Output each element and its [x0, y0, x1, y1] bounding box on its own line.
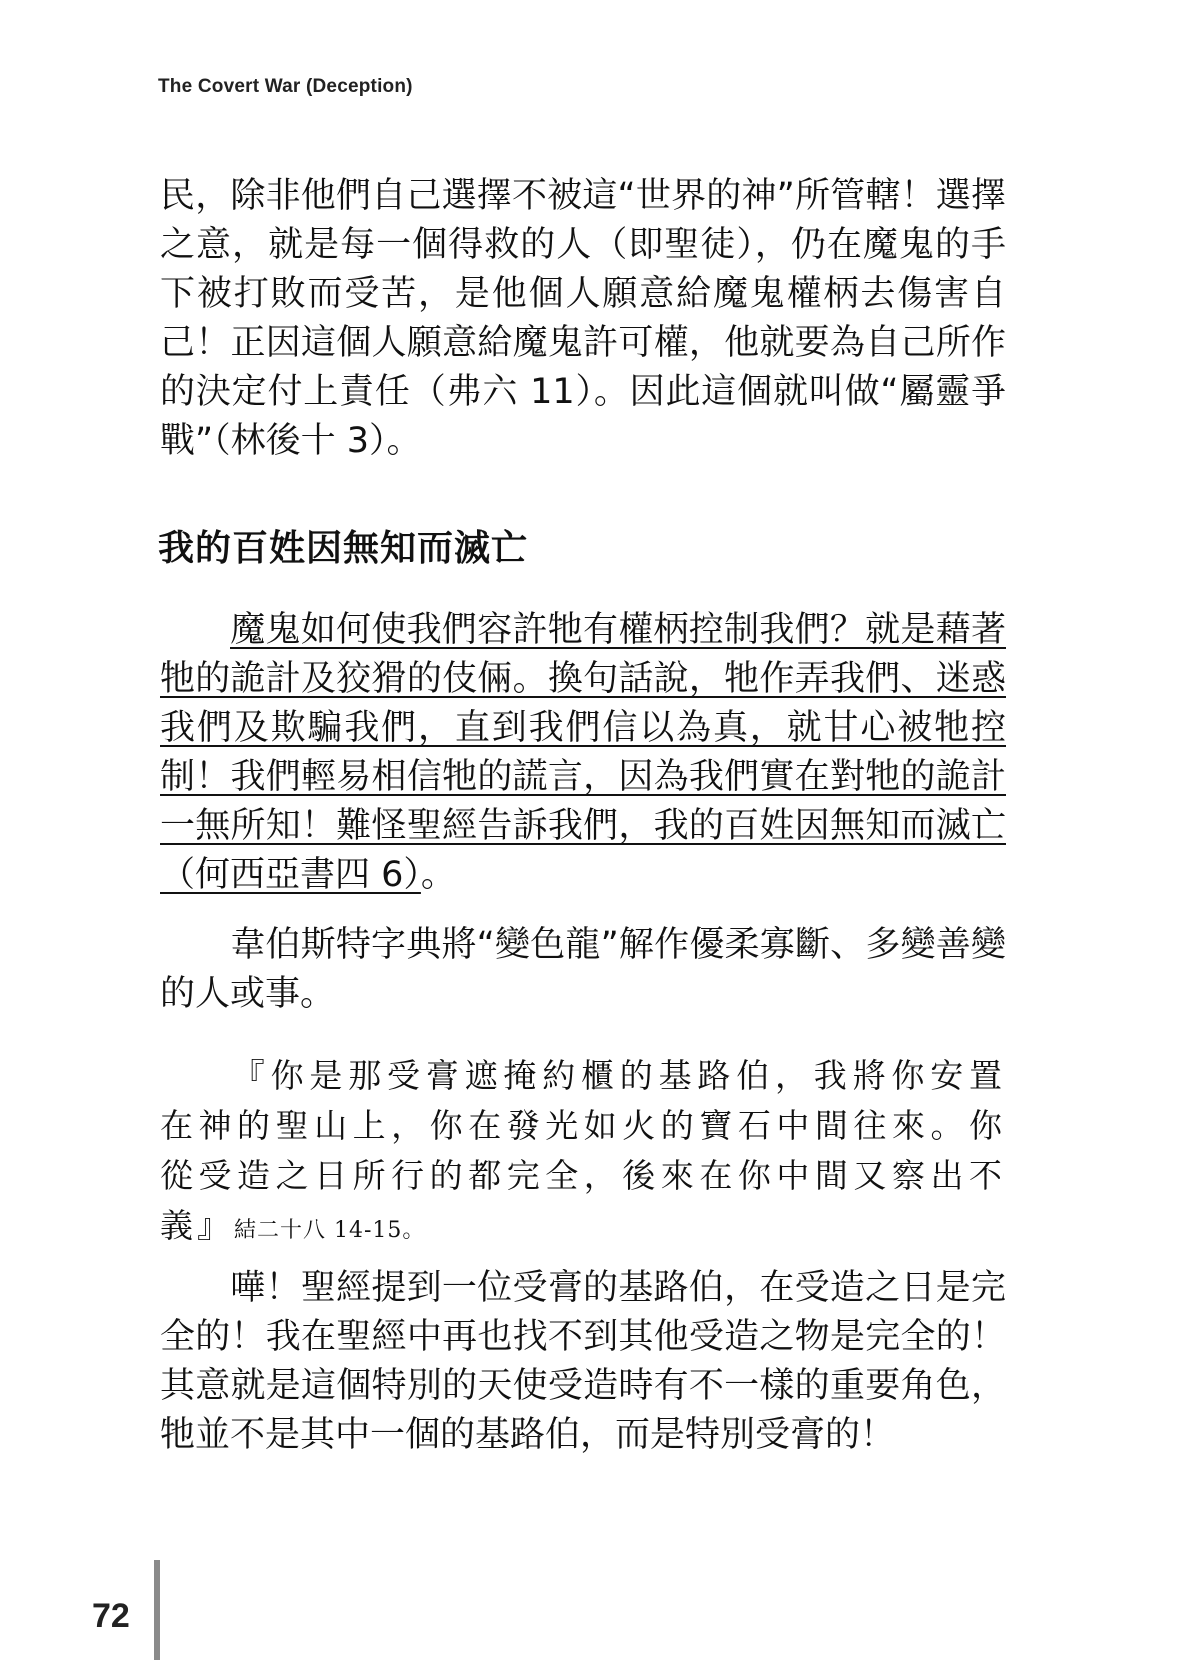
paragraph-4-text: 嘩！聖經提到一位受膏的基路伯，在受造之日是完全的！我在聖經中再也找不到其他受造之物是完全的！其意就是這個特別的天使受造時有不一樣的重要角色，牠並不是其中一個的基路伯，而是特別受膏的！ [160, 1268, 1006, 1455]
page-number: 72 [92, 1597, 130, 1635]
paragraph-3-text: 韋伯斯特字典將“變色龍”解作優柔寡斷、多變善變的人或事。 [160, 925, 1006, 1014]
body-paragraph-2 [160, 606, 1006, 900]
scripture-quote-text: 『你是那受膏遮掩約櫃的基路伯，我將你安置在神的聖山上，你在發光如火的寶石中間往來。你從受造之日所行的都完全，後來在你中間又察出不義』 [160, 1056, 1006, 1245]
running-head-title: The Covert War (Deception) [158, 76, 413, 97]
body-paragraph-4 [160, 1264, 1006, 1460]
page-number-rule [154, 1560, 160, 1660]
paragraph-2-tail: 。 [420, 855, 456, 895]
scripture-reference: 結二十八 14-15。 [234, 1218, 426, 1243]
body-paragraph-1: 民，除非他們自己選擇不被這“世界的神”所管轄！選擇之意，就是每一個得救的人（即聖徒），仍在魔鬼的手下被打敗而受苦，是他個人願意給魔鬼權柄去傷害自己！正因這個人願意給魔鬼許可權，他就要為自己所作的決定付上責任（弗六 11）。因此這個就叫做“屬靈爭戰”（林後十 3）。 [160, 176, 1006, 461]
scripture-quote [160, 1051, 1006, 1256]
body-paragraph-3 [160, 921, 1006, 1019]
underlined-passage: 魔鬼如何使我們容許牠有權柄控制我們？就是藉著牠的詭計及狡猾的伎倆。換句話說，牠作弄我們、迷惑我們及欺騙我們，直到我們信以為真，就甘心被牠控制！我們輕易相信牠的謊言，因為我們實在對牠的詭計一無所知！難怪聖經告訴我們，我的百姓因無知而滅亡（何西亞書四 6） [160, 610, 1006, 895]
section-heading: 我的百姓因無知而滅亡 [158, 528, 529, 569]
